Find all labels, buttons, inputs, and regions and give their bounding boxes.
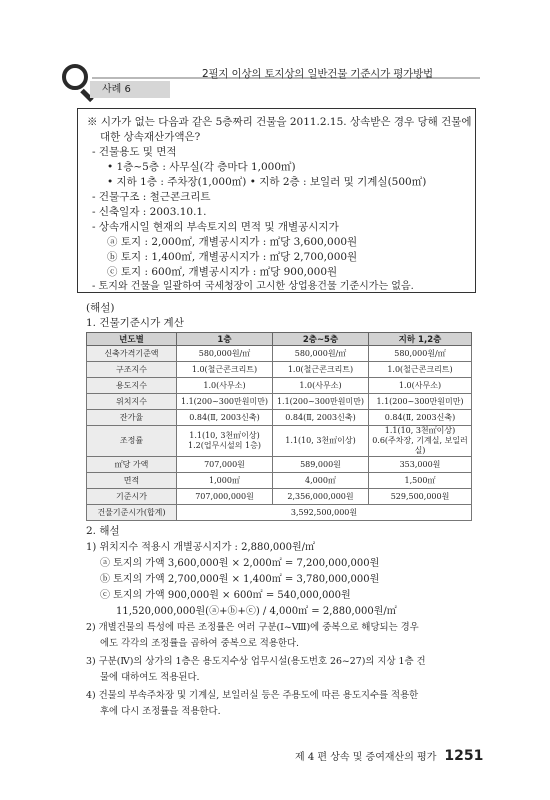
row-header-cell: 조정률 — [87, 426, 177, 457]
table-cell: 1.0(사무소) — [177, 378, 273, 394]
case-label: 사례 6 — [90, 81, 170, 98]
table-cell: 1,500㎡ — [369, 473, 472, 489]
table-cell: 0.84(Ⅱ, 2003신축) — [177, 410, 273, 426]
table-cell: 1.1(10, 3천㎡이상) 1.2(업무시설의 1층) — [177, 426, 273, 457]
table-header-cell: 1층 — [177, 333, 273, 346]
row-header-cell: 구조지수 — [87, 362, 177, 378]
table-cell: 4,000㎡ — [273, 473, 369, 489]
table-cell: 0.84(Ⅱ, 2003신축) — [273, 410, 369, 426]
table-cell: 580,000원/㎡ — [369, 346, 472, 362]
table-header-cell: 2층~5층 — [273, 333, 369, 346]
section2-title: 2. 해설 — [86, 525, 120, 537]
table-cell: 1.0(사무소) — [369, 378, 472, 394]
explanation-line: ⓑ 토지의 가액 2,700,000원 × 1,400㎡ = 3,780,000,000원 — [100, 574, 380, 585]
table-header-cell: 년도별 — [87, 333, 177, 346]
row-header-cell: 면적 — [87, 473, 177, 489]
explanation-line: 물에 대하여도 적용된다. — [100, 672, 200, 683]
table-row — [87, 378, 472, 394]
table-row — [87, 410, 472, 426]
table-cell: 707,000,000원 — [177, 489, 273, 505]
question-line: ⓒ 토지 : 600㎡, 개별공시지가 : ㎡당 900,000원 — [107, 266, 338, 278]
table-total-row — [87, 505, 472, 521]
explanation-line: 후에 다시 조정률을 적용한다. — [100, 706, 221, 717]
table-header-cell: 지하 1,2층 — [369, 333, 472, 346]
magnifier-icon — [62, 64, 88, 90]
table-cell: 1.0(철근콘크리트) — [177, 362, 273, 378]
question-line: • 1층~5층 : 사무실(각 층마다 1,000㎡) — [107, 161, 296, 173]
table-cell: 580,000원/㎡ — [177, 346, 273, 362]
table-cell: 2,356,000,000원 — [273, 489, 369, 505]
question-line: - 신축일자 : 2003.10.1. — [92, 206, 207, 218]
table-cell: 1.1(200~300만원미만) — [177, 394, 273, 410]
table-cell: 1.0(사무소) — [273, 378, 369, 394]
question-line: - 건물구조 : 철근콘크리트 — [92, 191, 211, 203]
row-header-cell: 용도지수 — [87, 378, 177, 394]
explanation-line: 3) 구분(Ⅳ)의 상가의 1층은 용도지수상 업무시설(용도번호 26~27)의 지상 1층 건 — [86, 656, 426, 667]
explanation-line: ⓐ 토지의 가액 3,600,000원 × 2,000㎡ = 7,200,000,000원 — [100, 558, 380, 569]
footer-text: 제 4 편 상속 및 증여재산의 평가 — [295, 752, 437, 763]
table-cell: 1.1(10, 3천㎡이상) 0.6(주차장, 기계실, 보일러실) — [369, 426, 472, 457]
question-line: 대한 상속재산가액은? — [100, 131, 201, 143]
table-row — [87, 346, 472, 362]
page-footer — [295, 748, 483, 764]
explanation-line: 1) 위치지수 적용시 개별공시지가 : 2,880,000원/㎡ — [86, 542, 316, 553]
explanation-line: ⓒ 토지의 가액 900,000원 × 600㎡ = 540,000,000원 — [100, 590, 351, 601]
table-cell: 0.84(Ⅱ, 2003신축) — [369, 410, 472, 426]
table-header-row — [87, 333, 472, 346]
question-line: - 상속개시일 현재의 부속토지의 면적 및 개별공시지가 — [92, 221, 339, 233]
solution-label: (해설) — [86, 302, 115, 314]
row-header-cell: ㎡당 가액 — [87, 457, 177, 473]
table-cell: 529,500,000원 — [369, 489, 472, 505]
explanation-line: 2) 개별건물의 특성에 따른 조정률은 여러 구분(Ⅰ~Ⅷ)에 중복으로 해당되는 경우 — [86, 622, 419, 633]
table-row — [87, 473, 472, 489]
table-cell: 580,000원/㎡ — [273, 346, 369, 362]
table-cell: 353,000원 — [369, 457, 472, 473]
question-line: ※ 시가가 없는 다음과 같은 5층짜리 건물을 2011.2.15. 상속받은 경우 당해 건물에 — [87, 116, 472, 128]
explanation-line: 11,520,000,000원(ⓐ+ⓑ+ⓒ) / 4,000㎡ = 2,880,000원/㎡ — [116, 606, 397, 617]
row-header-cell: 잔가율 — [87, 410, 177, 426]
row-header-cell: 신축가격기준액 — [87, 346, 177, 362]
question-line: - 건물용도 및 면적 — [92, 146, 177, 158]
row-header-cell: 기준시가 — [87, 489, 177, 505]
table-cell: 1,000㎡ — [177, 473, 273, 489]
page-header — [62, 62, 480, 102]
total-label-cell: 건물기준시가(합계) — [87, 505, 177, 521]
question-line: ⓐ 토지 : 2,000㎡, 개별공시지가 : ㎡당 3,600,000원 — [107, 236, 358, 248]
table-cell: 1.0(철근콘크리트) — [273, 362, 369, 378]
table-cell: 1.0(철근콘크리트) — [369, 362, 472, 378]
table-cell: 1.1(200~300만원미만) — [369, 394, 472, 410]
question-line: - 토지와 건물을 일괄하여 국세청장이 고시한 상업용건물 기준시가는 없음. — [92, 281, 414, 292]
explanation-line: 4) 건물의 부속주차장 및 기계실, 보일러실 등은 주용도에 따른 용도지수를 적용한 — [86, 690, 419, 701]
table-row — [87, 426, 472, 457]
building-price-table — [86, 332, 472, 521]
table-cell: 1.1(200~300만원미만) — [273, 394, 369, 410]
total-value-cell: 3,592,500,000원 — [177, 505, 472, 521]
table-cell: 589,000원 — [273, 457, 369, 473]
row-header-cell: 위치지수 — [87, 394, 177, 410]
table-cell: 1.1(10, 3천㎡이상) — [273, 426, 369, 457]
page-title: 2필지 이상의 토지상의 일반건물 기준시가 평가방법 — [202, 68, 433, 80]
table-row — [87, 489, 472, 505]
table-cell: 707,000원 — [177, 457, 273, 473]
explanation-line: 에도 각각의 조정률을 곱하여 중복으로 적용한다. — [100, 638, 300, 649]
section1-title: 1. 건물기준시가 계산 — [86, 317, 184, 329]
table-row — [87, 457, 472, 473]
table-row — [87, 362, 472, 378]
question-line: ⓑ 토지 : 1,400㎡, 개별공시지가 : ㎡당 2,700,000원 — [107, 251, 358, 263]
table-row — [87, 394, 472, 410]
page-number: 1251 — [444, 748, 484, 764]
question-box — [77, 108, 476, 293]
question-line: • 지하 1층 : 주차장(1,000㎡) • 지하 2층 : 보일러 및 기계실(500㎡) — [107, 176, 427, 188]
